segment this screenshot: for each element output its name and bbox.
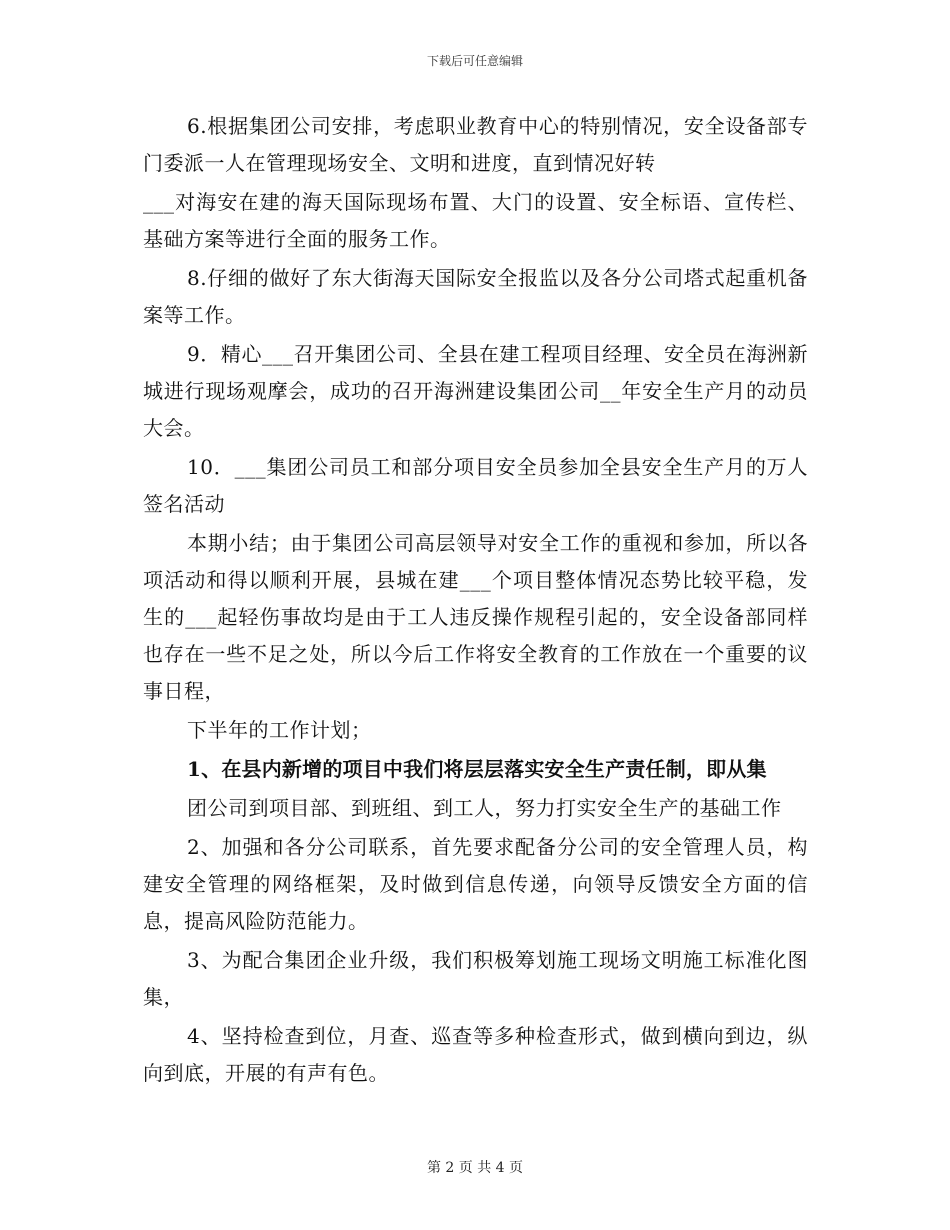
paragraph-plan-3: 3、为配合集团企业升级，我们积极筹划施工现场文明施工标准化图集， xyxy=(143,948,808,1009)
paragraph-summary: 本期小结；由于集团公司高层领导对安全工作的重视和参加，所以各项活动和得以顺利开展，县城在建___个项目整体情况态势比较平稳，发生的___起轻伤事故均是由于工人违反操作规程引起的，安全设备部同样也存在一些不足之处，所以今后工作将安全教育的工作放在一个重要的议事日程， xyxy=(143,531,808,703)
paragraph-item-6: 6.根据集团公司安排，考虑职业教育中心的特别情况，安全设备部专门委派一人在管理现场安全、文明和进度，直到情况好转 xyxy=(143,114,808,175)
paragraph-item-7: ___对海安在建的海天国际现场布置、大门的设置、安全标语、宣传栏、基础方案等进行全面的服务工作。 xyxy=(143,190,808,251)
paragraph-plan-2: 2、加强和各分公司联系，首先要求配备分公司的安全管理人员，构建安全管理的网络框架，及时做到信息传递，向领导反馈安全方面的信息，提高风险防范能力。 xyxy=(143,835,808,933)
paragraph-plan-4: 4、坚持检查到位，月查、巡查等多种检查形式，做到横向到边，纵向到底，开展的有声有色。 xyxy=(143,1024,808,1085)
paragraph-item-8: 8.仔细的做好了东大街海天国际安全报监以及各分公司塔式起重机备案等工作。 xyxy=(143,266,808,327)
paragraph-plan-1-bold: 1、在县内新增的项目中我们将层层落实安全生产责任制，即从集 xyxy=(187,757,767,781)
page-header: 下载后可任意编辑 xyxy=(426,54,523,68)
paragraph-plan-heading: 下半年的工作计划； xyxy=(187,718,372,742)
paragraph-item-9: 9．精心___召开集团公司、全县在建工程项目经理、安全员在海洲新城进行现场观摩会，成功的召开海洲建设集团公司__年安全生产月的动员大会。 xyxy=(143,342,808,440)
paragraph-plan-1-continued: 团公司到项目部、到班组、到工人，努力打实安全生产的基础工作 xyxy=(187,796,782,820)
document-body xyxy=(143,108,808,1094)
page-footer: 第 2 页 共 4 页 xyxy=(426,1160,524,1176)
paragraph-item-10: 10．___集团公司员工和部分项目安全员参加全县安全生产月的万人签名活动 xyxy=(143,455,808,516)
